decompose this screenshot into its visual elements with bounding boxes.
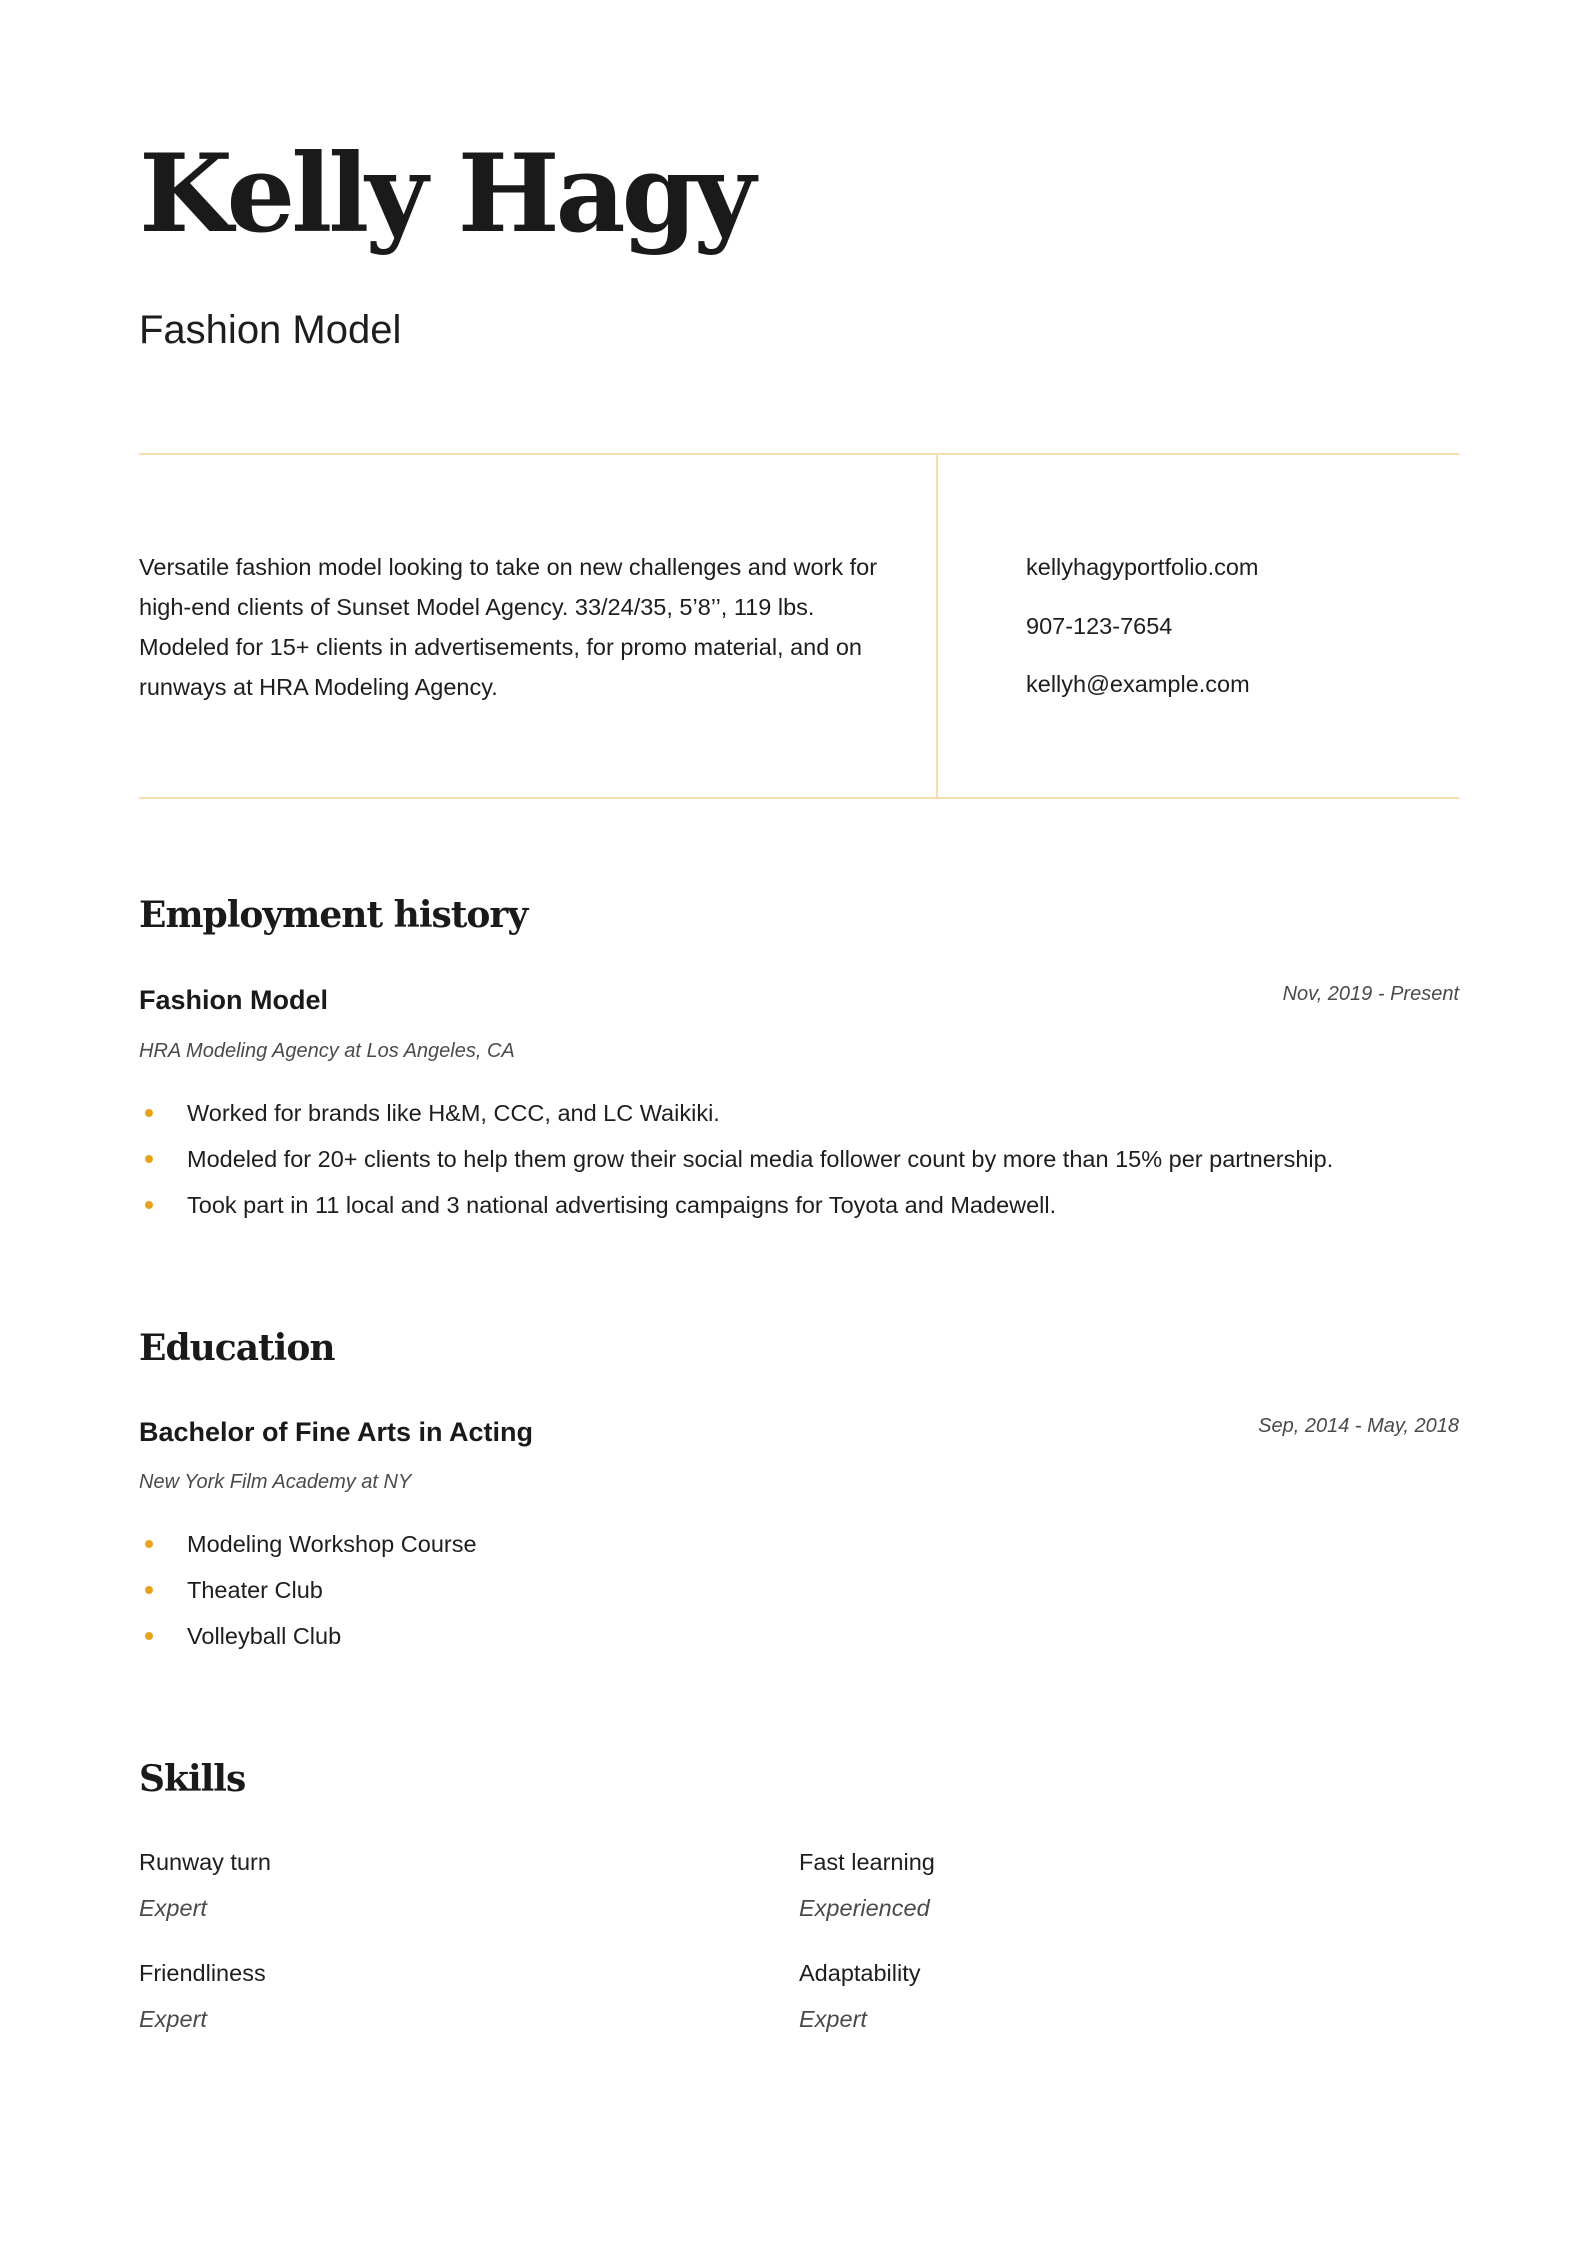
education-bullet-list <box>139 1528 477 1666</box>
bullet-icon <box>145 1540 153 1548</box>
list-item <box>139 1528 477 1574</box>
profile-summary: Versatile fashion model looking to take on new challenges and work for high-end clients of Sunset Model Agency. 33/24/35, 5’8’’, 119 lbs. Modeled for 15+ clients in advertisements, for promo material, and on runways at HRA Modeling Agency. <box>139 554 878 700</box>
skill-level: Expert <box>139 1895 207 1921</box>
candidate-name: Kelly Hagy <box>139 131 752 257</box>
skill-level: Expert <box>799 2006 867 2032</box>
education-entry-subtitle: New York Film Academy at NY <box>139 1471 412 1493</box>
intro-divider <box>936 455 938 797</box>
skill-item <box>139 1957 639 2035</box>
job-title: Fashion Model <box>139 308 402 352</box>
education-entry-dates: Sep, 2014 - May, 2018 <box>1258 1415 1459 1437</box>
employment-heading: Employment history <box>139 894 528 936</box>
list-item <box>139 1189 1333 1235</box>
employment-entry-dates: Nov, 2019 - Present <box>1282 983 1459 1005</box>
skill-level: Experienced <box>799 1895 930 1921</box>
intro-section <box>139 453 1459 799</box>
contact-email[interactable]: kellyh@example.com <box>1026 671 1250 697</box>
employment-entry-title: Fashion Model <box>139 985 328 1015</box>
bullet-text: Modeling Workshop Course <box>187 1531 477 1557</box>
skills-heading: Skills <box>139 1758 246 1800</box>
contact-list <box>1026 547 1259 723</box>
employment-entry-subtitle: HRA Modeling Agency at Los Angeles, CA <box>139 1040 515 1062</box>
list-item <box>139 1143 1333 1189</box>
skill-name: Runway turn <box>139 1849 271 1875</box>
education-heading: Education <box>139 1327 335 1369</box>
list-item <box>139 1097 1333 1143</box>
bullet-icon <box>145 1586 153 1594</box>
bullet-icon <box>145 1201 153 1209</box>
skill-name: Friendliness <box>139 1960 266 1986</box>
bullet-text: Theater Club <box>187 1577 323 1603</box>
skill-item <box>139 1846 639 1924</box>
bullet-text: Worked for brands like H&M, CCC, and LC Waikiki. <box>187 1100 720 1126</box>
list-item <box>139 1620 477 1666</box>
bullet-icon <box>145 1155 153 1163</box>
list-item <box>139 1574 477 1620</box>
skill-name: Adaptability <box>799 1960 921 1986</box>
education-entry-title: Bachelor of Fine Arts in Acting <box>139 1417 534 1447</box>
contact-phone[interactable]: 907-123-7654 <box>1026 612 1173 639</box>
skill-item <box>799 1957 1299 2035</box>
bullet-text: Modeled for 20+ clients to help them grow their social media follower count by more than 15% per partnership. <box>187 1146 1334 1172</box>
bullet-icon <box>145 1632 153 1640</box>
skill-item <box>799 1846 1299 1924</box>
bullet-text: Took part in 11 local and 3 national advertising campaigns for Toyota and Madewell. <box>187 1192 1057 1218</box>
bullet-text: Volleyball Club <box>187 1623 342 1649</box>
bullet-icon <box>145 1109 153 1117</box>
resume-page <box>139 0 1459 2244</box>
employment-bullet-list <box>139 1097 1333 1235</box>
skill-level: Expert <box>139 2006 207 2032</box>
contact-website[interactable]: kellyhagyportfolio.com <box>1026 554 1259 580</box>
skill-name: Fast learning <box>799 1849 935 1875</box>
